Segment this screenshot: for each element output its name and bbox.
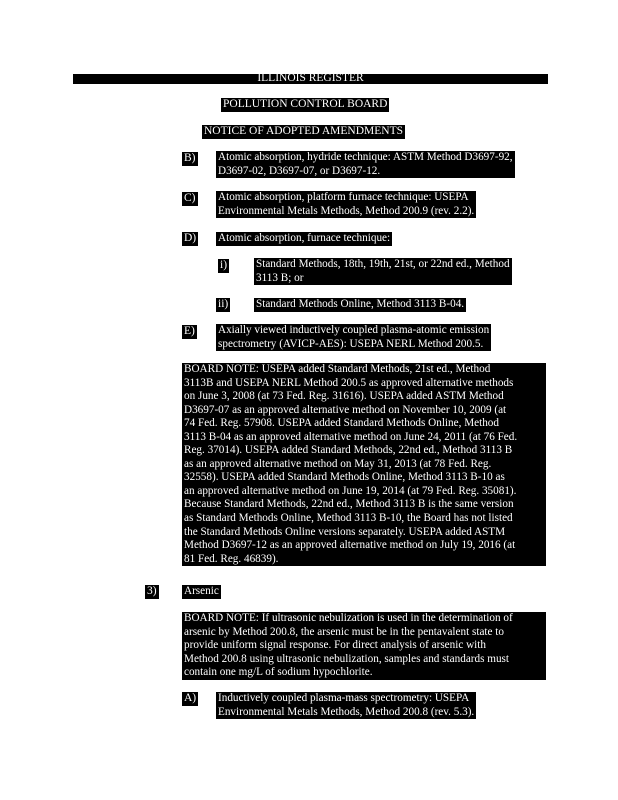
- board-note-1-line: Because Standard Methods, 22nd ed., Method 3113 B is the same version: [184, 498, 514, 511]
- item-d-i-line-1: Standard Methods, 18th, 19th, 21st, or 22nd ed., Method: [256, 258, 510, 270]
- item-a-line-2: Environmental Metals Methods, Method 200.8 (rev. 5.3).: [218, 705, 475, 718]
- item-d-ii-line-1: Standard Methods Online, Method 3113 B-04.: [256, 298, 465, 310]
- board-note-1: [182, 363, 546, 566]
- board-note-1-line: on June 3, 2008 (at 73 Fed. Reg. 31616). USEPA added ASTM Method: [184, 390, 504, 403]
- item-d-i-text: [254, 258, 512, 285]
- board-note-1-line: 74 Fed. Reg. 57908. USEPA added Standard Methods Online, Method: [184, 417, 499, 430]
- item-b-line-2: D3697-02, D3697-07, or D3697-12.: [218, 164, 381, 177]
- item-b-label: B): [184, 152, 196, 164]
- item-b-line-1: Atomic absorption, hydride technique: ASTM Method D3697-92,: [218, 151, 513, 163]
- item-e-label: E): [184, 325, 195, 337]
- board-note-2: [182, 612, 546, 680]
- item-d-i-label: i): [220, 259, 228, 271]
- board-note-2-line: BOARD NOTE: If ultrasonic nebulization is used in the determination of: [184, 612, 513, 624]
- item-c-line-1: Atomic absorption, platform furnace technique: USEPA: [218, 191, 469, 203]
- board-note-1-line: 3113B and USEPA NERL Method 200.5 as approved alternative methods: [184, 376, 514, 389]
- board-note-2-line: Method 200.8 using ultrasonic nebulization, samples and standards must: [184, 652, 510, 665]
- item-e-line-2: spectrometry (AVICP-AES): USEPA NERL Method 200.5.: [218, 337, 484, 350]
- item-a-line-1: Inductively coupled plasma-mass spectrometry: USEPA: [218, 692, 470, 704]
- board-note-1-line: the Standard Methods Online versions separately. USEPA added ASTM: [184, 525, 506, 538]
- item-c-text: [216, 191, 476, 218]
- item-d-i-line-2: 3113 B; or: [256, 271, 304, 284]
- board-note-1-line: BOARD NOTE: USEPA added Standard Methods, 21st ed., Method: [184, 363, 491, 375]
- board-title: POLLUTION CONTROL BOARD: [223, 98, 388, 110]
- board-note-1-line: 3113 B-04 as an approved alternative method on June 24, 2011 (at 76 Fed.: [184, 430, 518, 443]
- item-c-label: C): [184, 192, 196, 204]
- item-a-label: A): [184, 692, 197, 704]
- board-note-1-line: Reg. 37014). USEPA added Standard Methods, 22nd ed., Method 3113 B: [184, 444, 513, 457]
- item-d-label: D): [184, 232, 197, 244]
- board-note-2-line: contain one mg/L of sodium hypochlorite.: [184, 666, 373, 679]
- board-note-2-line: provide uniform signal response. For direct analysis of arsenic with: [184, 639, 486, 652]
- arsenic-label: 3): [147, 585, 157, 597]
- item-b-text: [216, 151, 515, 178]
- item-d-ii-label: ii): [218, 298, 229, 310]
- item-e-line-1: Axially viewed inductively coupled plasma-atomic emission: [218, 324, 490, 336]
- board-note-1-line: 81 Fed. Reg. 46839).: [184, 552, 279, 565]
- item-d-line-1: Atomic absorption, furnace technique:: [218, 232, 391, 244]
- arsenic-title: [182, 585, 221, 599]
- register-title: ILLINOIS REGISTER: [257, 72, 364, 84]
- board-note-1-line: an approved alternative method on June 19, 2014 (at 79 Fed. Reg. 35081).: [184, 484, 517, 497]
- board-note-1-line: as Standard Methods Online, Method 3113 B-10, the Board has not listed: [184, 512, 513, 525]
- notice-title: NOTICE OF ADOPTED AMENDMENTS: [204, 125, 404, 137]
- item-a-text: [216, 692, 476, 719]
- item-e-text: [216, 324, 491, 351]
- arsenic-title-text: Arsenic: [184, 585, 219, 597]
- board-note-1-line: D3697-07 as an approved alternative method on November 10, 2009 (at: [184, 403, 507, 416]
- board-note-2-line: arsenic by Method 200.8, the arsenic must be in the pentavalent state to: [184, 625, 504, 638]
- item-d-ii-text: [254, 298, 466, 312]
- board-note-1-line: Method D3697-12 as an approved alternative method on July 19, 2016 (at: [184, 539, 516, 552]
- board-note-1-line: as an approved alternative method on May 31, 2013 (at 78 Fed. Reg.: [184, 457, 492, 470]
- item-d-text: [216, 232, 392, 246]
- board-note-1-line: 32558). USEPA added Standard Methods Online, Method 3113 B-10 as: [184, 471, 505, 484]
- item-c-line-2: Environmental Metals Methods, Method 200.9 (rev. 2.2).: [218, 204, 475, 217]
